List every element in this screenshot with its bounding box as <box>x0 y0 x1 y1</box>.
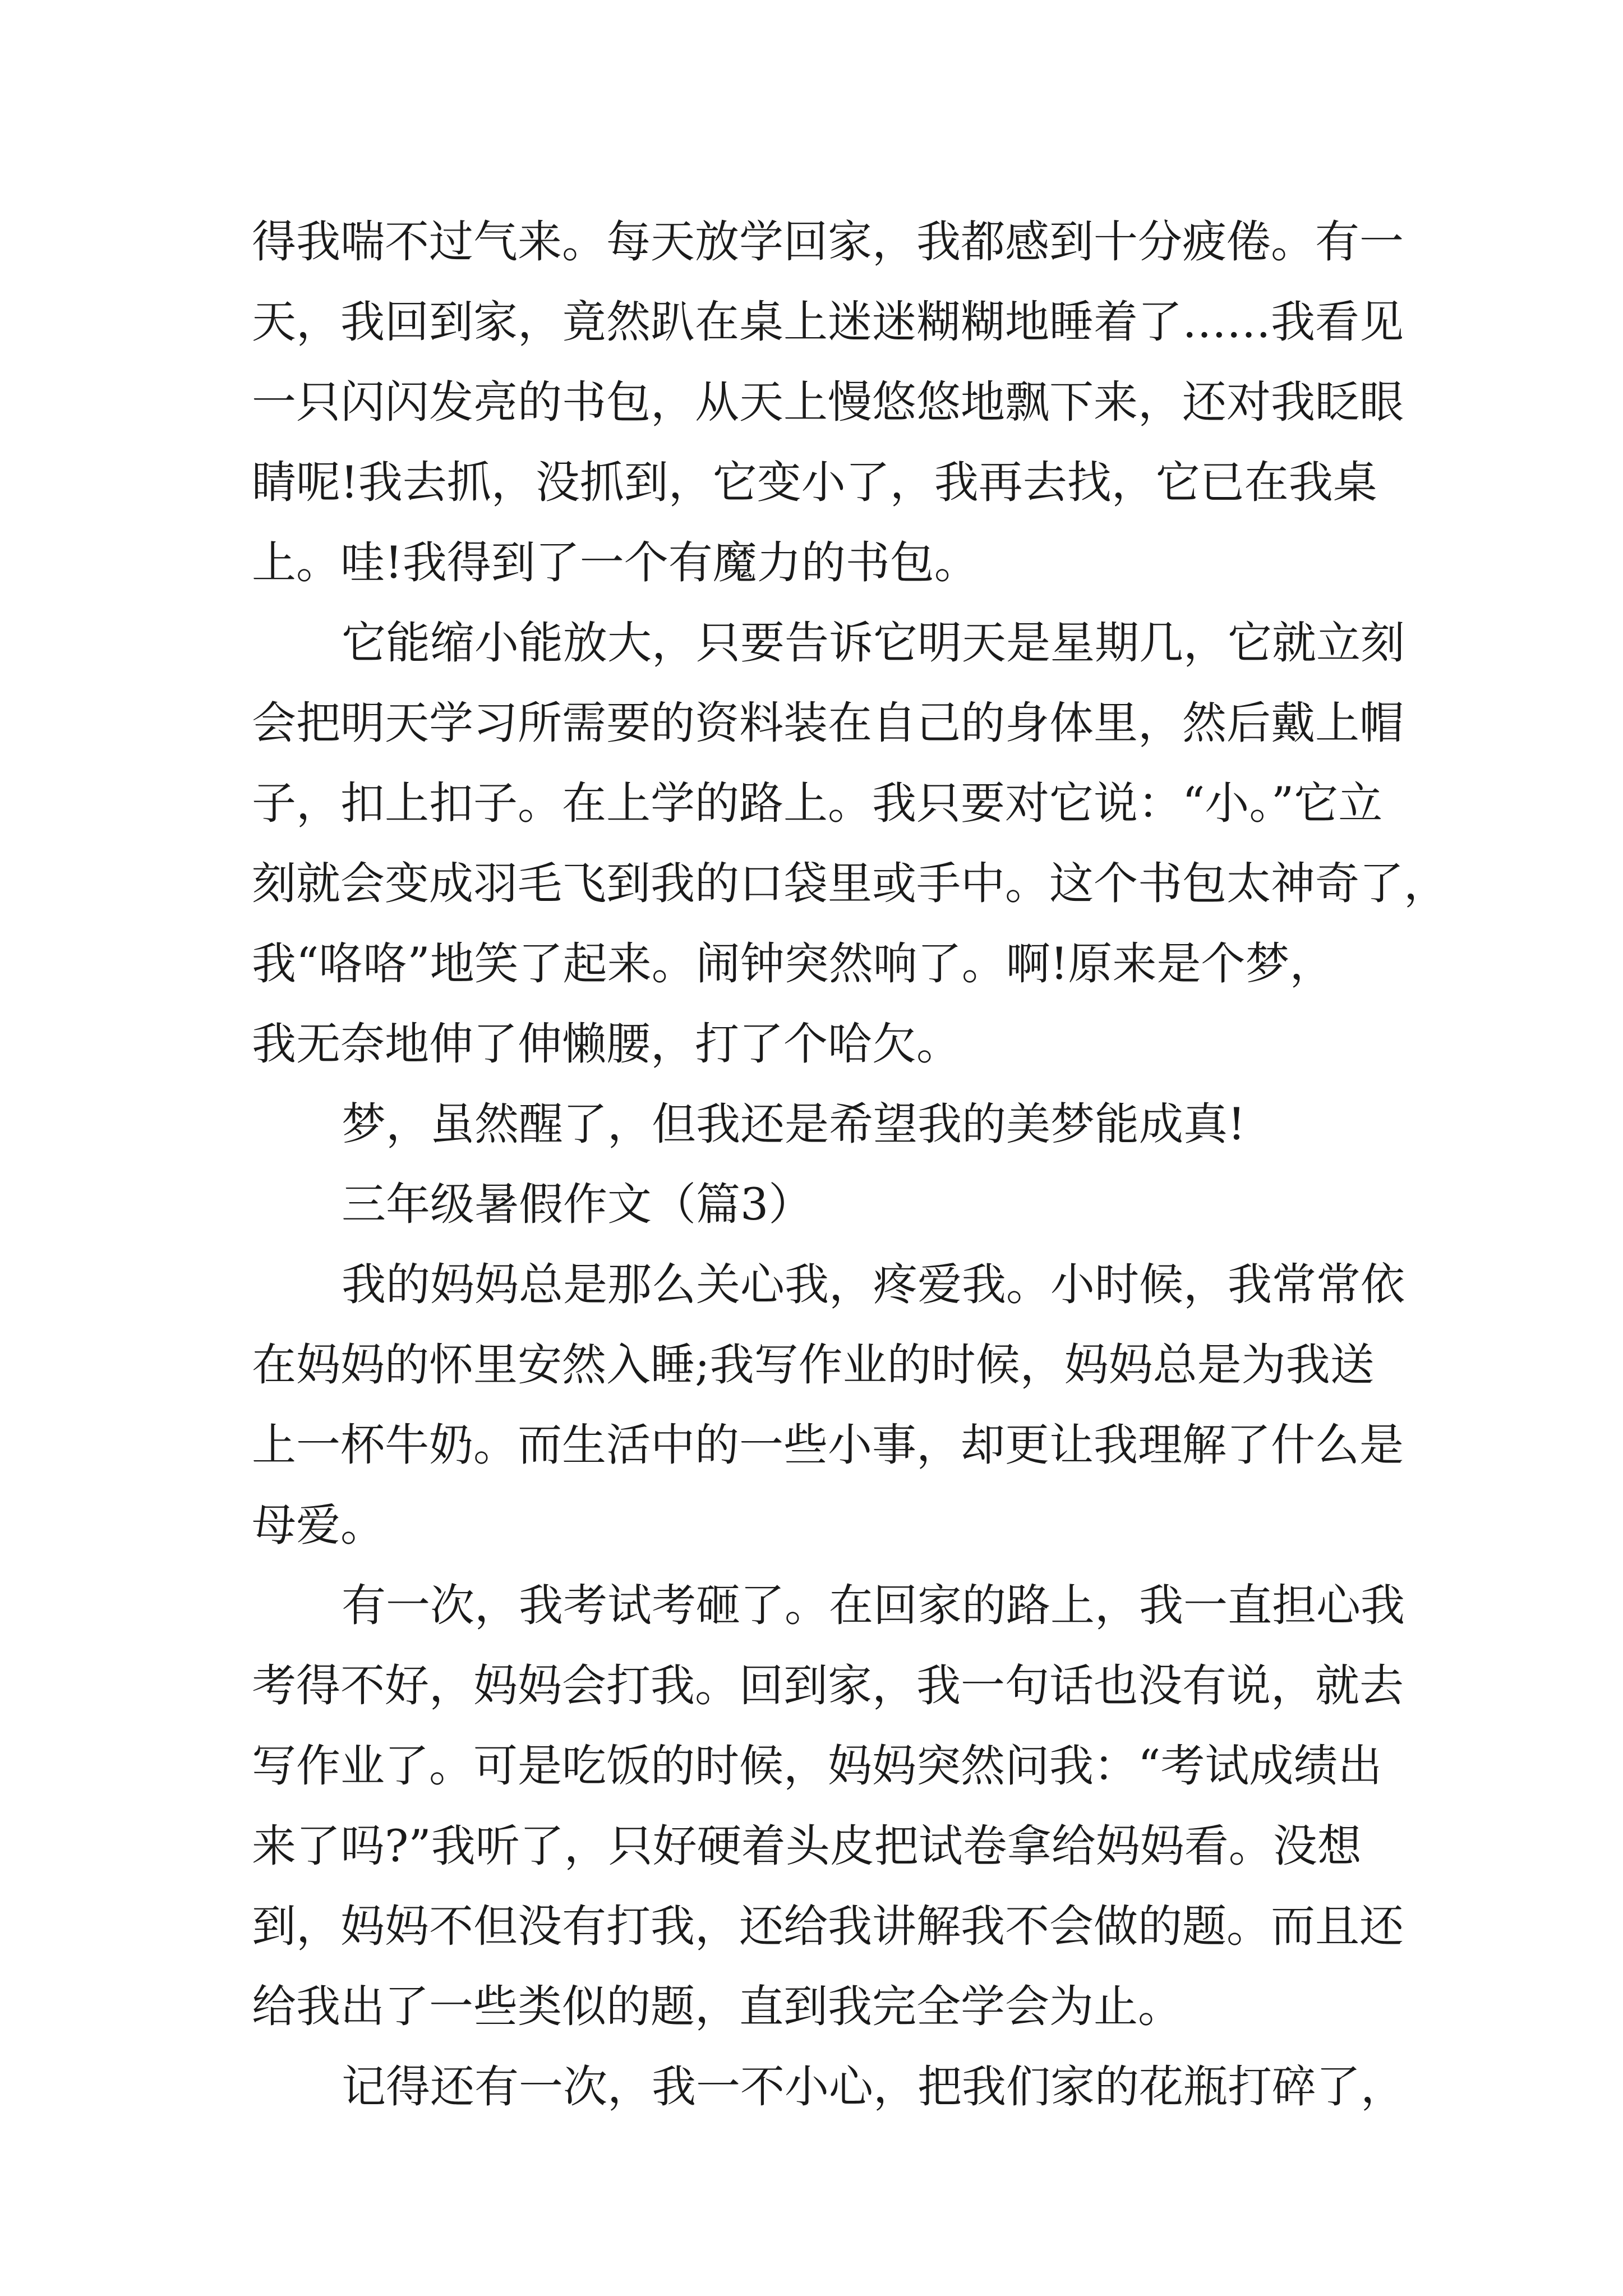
text-line: 会把明天学习所需要的资料装在自己的身体里，然后戴上帽 <box>252 697 1404 749</box>
text-line: 上一杯牛奶。而生活中的一些小事，却更让我理解了什么是 <box>252 1419 1404 1471</box>
text-line: 我“咯咯”地笑了起来。闹钟突然响了。啊!原来是个梦， <box>252 938 1334 990</box>
text-line: 有一次，我考试考砸了。在回家的路上，我一直担心我 <box>342 1580 1405 1631</box>
text-line: 三年级暑假作文（篇3） <box>342 1179 813 1230</box>
text-line: 到，妈妈不但没有打我，还给我讲解我不会做的题。而且还 <box>252 1901 1404 1952</box>
text-line: 考得不好，妈妈会打我。回到家，我一句话也没有说，就去 <box>252 1660 1404 1711</box>
text-line: 来了吗?”我听了，只好硬着头皮把试卷拿给妈妈看。没想 <box>252 1820 1362 1872</box>
text-line: 我无奈地伸了伸懒腰，打了个哈欠。 <box>252 1018 961 1070</box>
text-line: 一只闪闪发亮的书包，从天上慢悠悠地飘下来，还对我眨眼 <box>252 376 1404 428</box>
text-line: 母爱。 <box>252 1499 385 1551</box>
text-line: 它能缩小能放大，只要告诉它明天是星期几，它就立刻 <box>342 617 1405 669</box>
text-line: 给我出了一些类似的题，直到我完全学会为止。 <box>252 1981 1182 2032</box>
text-line: 我的妈妈总是那么关心我，疼爱我。小时候，我常常依 <box>342 1259 1405 1310</box>
text-line: 上。哇!我得到了一个有魔力的书包。 <box>252 537 979 588</box>
text-line: 睛呢!我去抓，没抓到，它变小了，我再去找，它已在我桌 <box>252 457 1377 508</box>
text-line: 梦，虽然醒了，但我还是希望我的美梦能成真! <box>342 1098 1246 1150</box>
text-line: 天，我回到家，竟然趴在桌上迷迷糊糊地睡着了……我看见 <box>252 296 1404 348</box>
document-body <box>252 202 1448 2127</box>
text-line: 刻就会变成羽毛飞到我的口袋里或手中。这个书包太神奇了， <box>252 858 1448 909</box>
text-line: 写作业了。可是吃饭的时候，妈妈突然问我：“考试成绩出 <box>252 1740 1382 1792</box>
text-line: 得我喘不过气来。每天放学回家，我都感到十分疲倦。有一 <box>252 216 1404 268</box>
text-line: 记得还有一次，我一不小心，把我们家的花瓶打碎了， <box>342 2061 1405 2113</box>
text-line: 在妈妈的怀里安然入睡;我写作业的时候，妈妈总是为我送 <box>252 1339 1375 1391</box>
text-line: 子，扣上扣子。在上学的路上。我只要对它说：“小。”它立 <box>252 777 1383 829</box>
